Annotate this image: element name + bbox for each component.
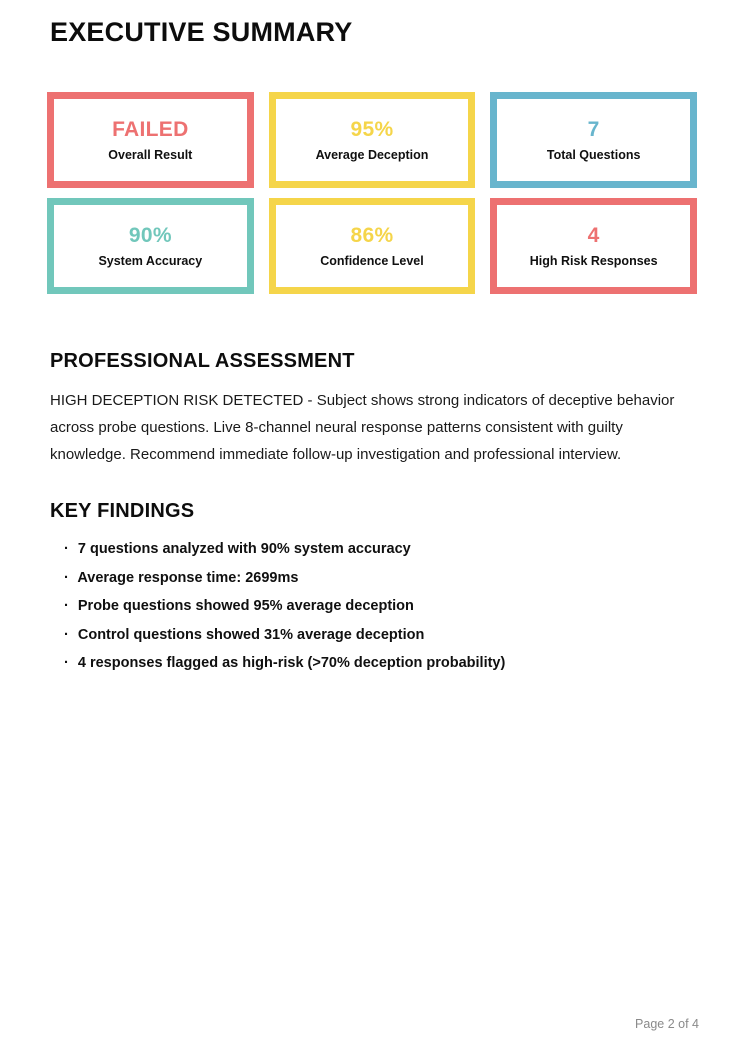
key-finding-item	[64, 571, 697, 586]
stat-card-value: 7	[587, 117, 600, 141]
key-findings-list	[64, 542, 697, 671]
key-finding-item	[64, 628, 697, 643]
stat-card-label: Confidence Level	[320, 253, 424, 268]
stat-card-label: Overall Result	[108, 147, 193, 162]
key-findings-section	[47, 500, 697, 671]
key-finding-text: Average response time: 2699ms	[77, 569, 299, 586]
key-finding-text: Probe questions showed 95% average deception	[77, 598, 414, 614]
report-page	[0, 16, 743, 671]
stat-card-value: 90%	[128, 223, 172, 247]
professional-assessment-section	[47, 350, 697, 468]
stat-card	[47, 198, 254, 294]
bullet-dot-icon: ·	[64, 626, 69, 643]
professional-assessment-paragraph: HIGH DECEPTION RISK DETECTED - Subject shows strong indicators of deceptive behavior across probe questions. Live 8-channel neural response patterns consistent with guilty knowledge. Recommend immediate follow-up investigation and professional interview.	[50, 392, 675, 463]
key-finding-item	[64, 542, 697, 557]
key-finding-item	[64, 599, 697, 614]
stat-card	[47, 92, 254, 188]
stat-card-label: Average Deception	[315, 147, 429, 162]
page-number: Page 2 of 4	[635, 1017, 699, 1031]
bullet-dot-icon: ·	[64, 655, 69, 671]
page-title: EXECUTIVE SUMMARY	[50, 17, 353, 47]
summary-stat-cards	[47, 92, 697, 294]
stat-card	[269, 92, 476, 188]
key-findings-heading: KEY FINDINGS	[50, 500, 195, 522]
stat-card	[490, 198, 697, 294]
stat-card-value: FAILED	[112, 117, 189, 141]
stat-card-value: 4	[587, 223, 600, 247]
bullet-dot-icon: ·	[64, 569, 69, 586]
bullet-dot-icon: ·	[64, 598, 69, 614]
key-finding-text: 7 questions analyzed with 90% system accuracy	[77, 541, 411, 557]
stat-card-label: System Accuracy	[98, 253, 203, 268]
stat-card	[490, 92, 697, 188]
stat-card-label: Total Questions	[546, 147, 641, 162]
stat-card	[269, 198, 476, 294]
stat-card-label: High Risk Responses	[529, 253, 658, 268]
bullet-dot-icon: ·	[64, 541, 69, 557]
key-finding-text: 4 responses flagged as high-risk (>70% deception probability)	[77, 655, 506, 671]
professional-assessment-heading: PROFESSIONAL ASSESSMENT	[50, 350, 355, 372]
key-finding-text: Control questions showed 31% average deception	[77, 626, 425, 643]
key-finding-item	[64, 656, 697, 671]
stat-card-value: 86%	[350, 223, 394, 247]
stat-card-value: 95%	[350, 117, 394, 141]
